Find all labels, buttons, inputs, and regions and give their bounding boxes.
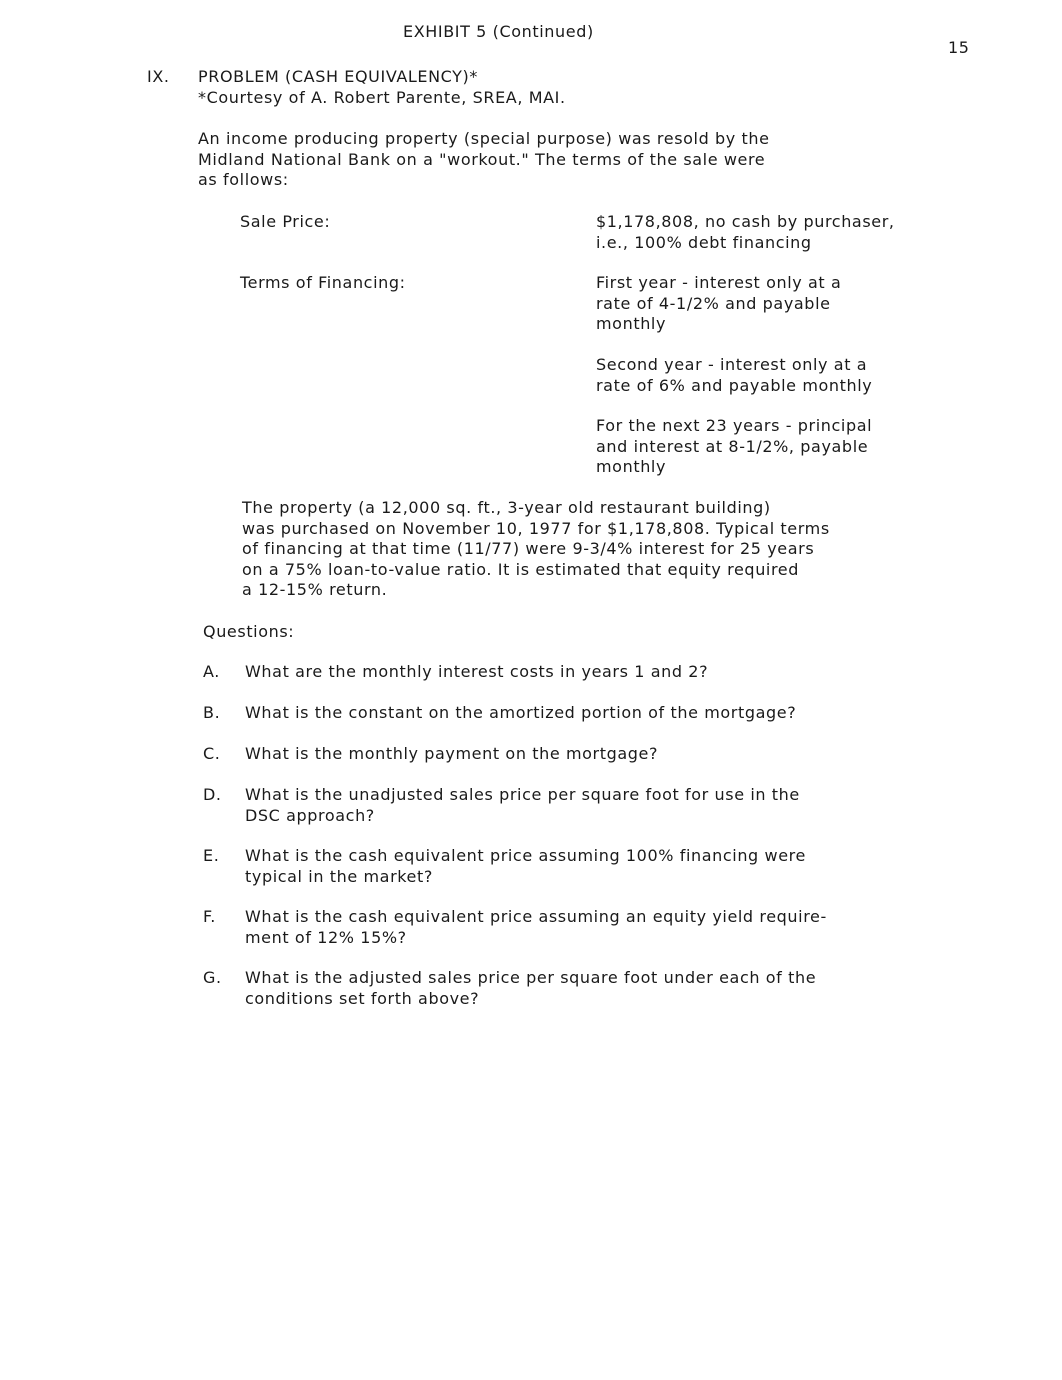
question-line: DSC approach? [245,805,375,825]
question-line: What is the cash equivalent price assuming an equity yield require- [245,907,827,926]
financing-label: Terms of Financing: [240,273,406,292]
property-line: a 12-15% return. [242,580,388,599]
sale-price-label: Sale Price: [240,212,331,231]
question-letter: A. [203,662,220,681]
question-line: typical in the market? [245,866,433,886]
intro-line: Midland National Bank on a "workout." The terms of the sale were [198,149,766,169]
question-line: What is the monthly payment on the mortgage? [245,744,659,763]
intro-line: as follows: [198,170,289,189]
financing-second-year [596,355,1036,396]
question-text [245,785,1005,826]
sale-price-line: i.e., 100% debt financing [596,232,812,252]
question-line: What is the unadjusted sales price per square foot for use in the [245,785,800,804]
question-line: What is the constant on the amortized portion of the mortgage? [245,703,797,722]
exhibit-title: EXHIBIT 5 (Continued) [403,22,594,41]
question-text [245,703,1005,724]
property-line: on a 75% loan-to-value ratio. It is estimated that equity required [242,559,800,579]
section-number: IX. [147,67,170,86]
questions-heading: Questions: [203,622,295,641]
sale-price-line: $1,178,808, no cash by purchaser, [596,212,895,231]
question-letter: E. [203,846,220,865]
question-letter: F. [203,907,216,926]
question-text [245,846,1005,887]
question-line: What are the monthly interest costs in years 1 and 2? [245,662,709,681]
financing-line: First year - interest only at a [596,273,842,292]
financing-line: For the next 23 years - principal [596,416,873,435]
financing-line: monthly [596,457,667,476]
question-text [245,662,1005,683]
financing-line: Second year - interest only at a [596,355,868,374]
financing-line: rate of 6% and payable monthly [596,375,873,395]
courtesy-note: *Courtesy of A. Robert Parente, SREA, MAI. [198,88,566,107]
financing-next-years [596,416,1036,478]
question-letter: G. [203,968,222,987]
property-paragraph [242,498,830,601]
question-line: What is the cash equivalent price assuming 100% financing were [245,846,806,865]
page-number: 15 [948,38,970,57]
question-letter: B. [203,703,221,722]
property-line: of financing at that time (11/77) were 9-3/4% interest for 25 years [242,539,815,558]
question-letter: D. [203,785,222,804]
question-text [245,968,1005,1009]
question-text [245,907,1005,948]
property-line: The property (a 12,000 sq. ft., 3-year old restaurant building) [242,498,771,517]
intro-line: An income producing property (special purpose) was resold by the [198,129,770,148]
sale-price-value [596,212,1036,253]
question-line: ment of 12% 15%? [245,927,407,947]
intro-paragraph [198,129,770,191]
financing-line: monthly [596,314,667,333]
property-line: was purchased on November 10, 1977 for $1,178,808. Typical terms [242,518,830,538]
financing-line: and interest at 8-1/2%, payable [596,436,869,456]
question-line: conditions set forth above? [245,988,480,1008]
financing-line: rate of 4-1/2% and payable [596,293,831,313]
section-title: PROBLEM (CASH EQUIVALENCY)* [198,67,478,86]
question-letter: C. [203,744,221,763]
financing-first-year [596,273,1036,335]
question-line: What is the adjusted sales price per square foot under each of the [245,968,817,987]
question-text [245,744,1005,765]
